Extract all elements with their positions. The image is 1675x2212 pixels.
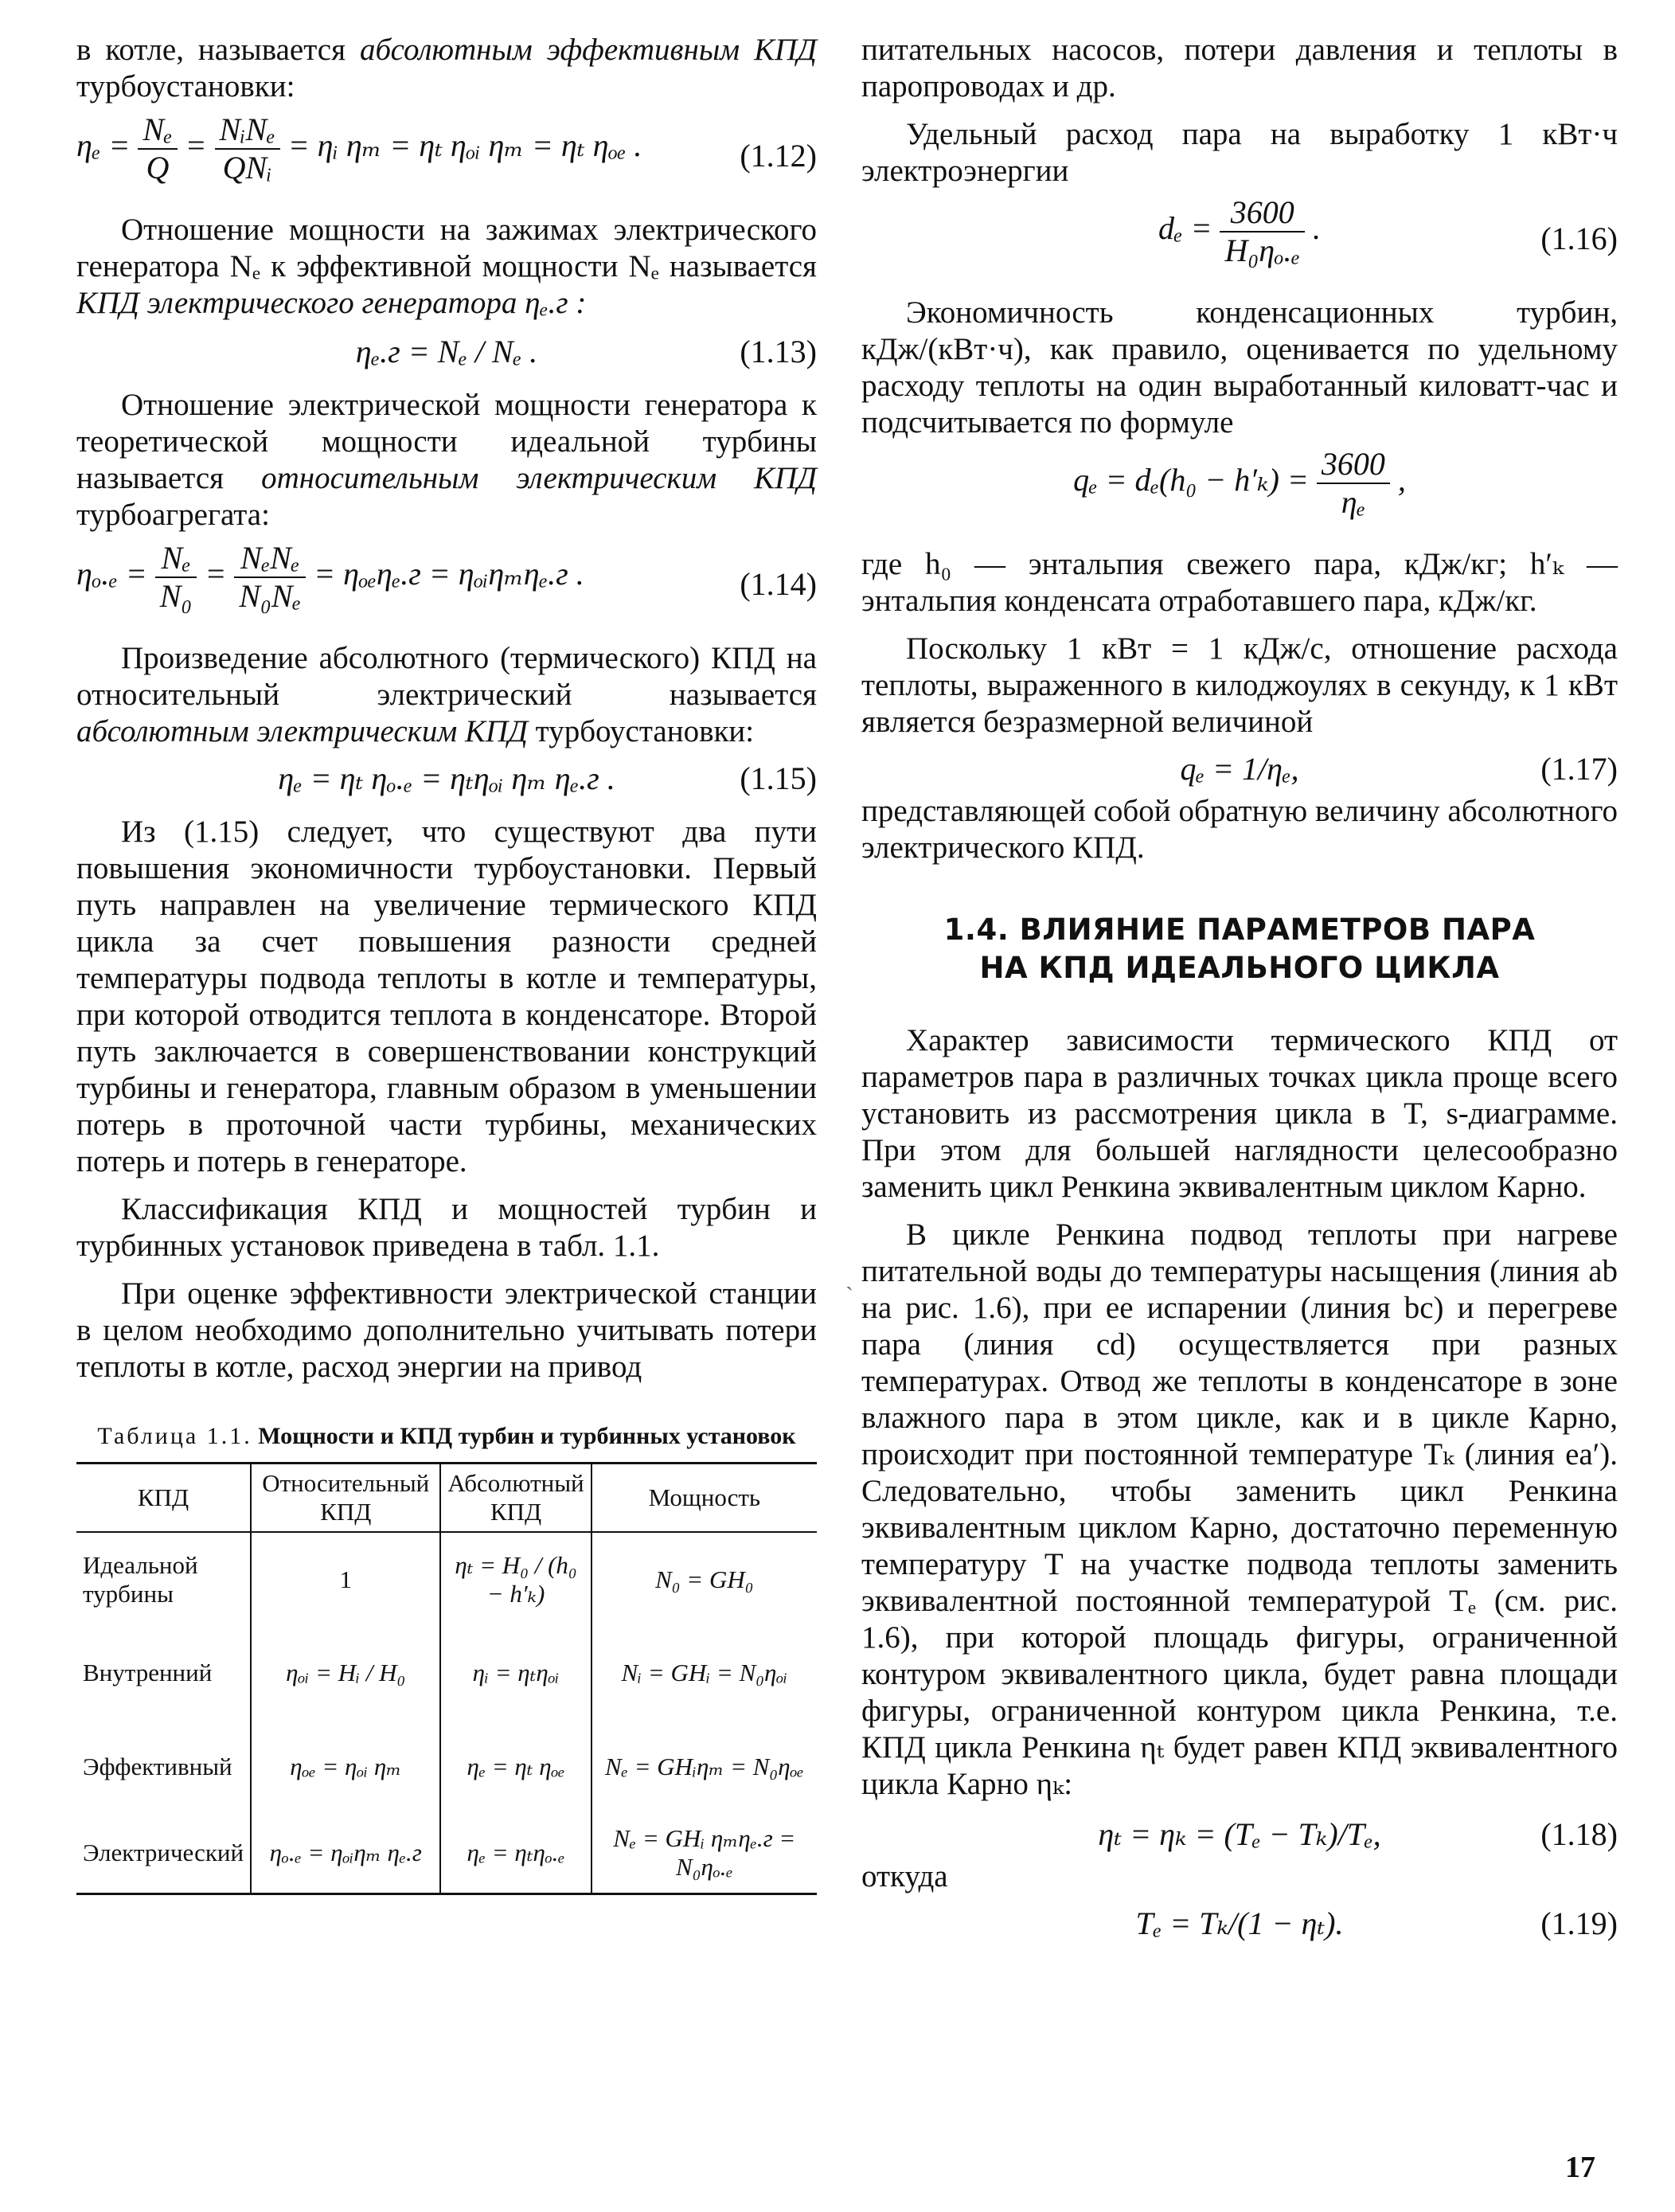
- paragraph-whence: откуда: [861, 1859, 948, 1893]
- equation-q: qₑ = dₑ(h₀ − h′ₖ) = $\frac{3600}{\text{ηₑ}}$ ,: [1073, 446, 1406, 520]
- equation-1-14: ηₒ.ₑ = $\frac{\text{Nₑ}}{\text{N₀}}$ = $\frac{\text{NₑNₑ}}{\text{N₀Nₑ}}$ = ηₒₑηₑ.г = ηₒᵢηₘηₑ.г . (1.14): [76, 540, 817, 614]
- row-name: Электрический: [76, 1814, 251, 1893]
- equation-number: (1.16): [1540, 221, 1618, 256]
- paragraph-abs-electric: Произведение абсолютного (термического) КПД на относительный электрический называется абсолютным электрическим КПД турбоустановки:: [76, 641, 817, 748]
- equation-number: (1.19): [1540, 1905, 1618, 1941]
- equation-number: (1.13): [740, 334, 817, 369]
- equation-1-13: ηₑ.г = Nₑ / Nₑ . (1.13): [76, 328, 817, 376]
- cell-power: Nᵢ = GHᵢ = N₀ηₒᵢ: [621, 1659, 788, 1686]
- section-heading-line: НА КПД ИДЕАЛЬНОГО ЦИКЛА: [979, 951, 1500, 985]
- paragraph-rel-electric: Отношение электрической мощности генератора к теоретической мощности идеальной турбины называется относительным электрическим КПД турбоагрегата:: [76, 388, 817, 532]
- row-name: Идеальной турбины: [76, 1532, 251, 1626]
- paragraph-character: Характер зависимости термического КПД от параметров пара в различных точках цикла проще всего установить из рассмотрения цикла в T, s-диаграмме. При этом для большей наглядности целесообразно заменить цикл Ренкина эквивалентным циклом Карно.: [861, 1023, 1618, 1204]
- equation-number: (1.18): [1540, 1816, 1618, 1852]
- equation-number: (1.17): [1540, 751, 1618, 787]
- cell-power: N₀ = GH₀: [655, 1565, 754, 1593]
- col-header: Абсолютный КПД: [440, 1464, 591, 1533]
- paragraph-two-ways: Из (1.15) следует, что существуют два пути повышения экономичности турбоустановки. Первый путь направлен на увеличение термического КПД цикла за счет повышения разности средней температуры подвода теплоты в котле и температуры, при которой отводится теплота в конденсаторе. Второй путь заключается в совершенствовании конструкций турбины и генератора, главным образом в уменьшении потерь в проточной части турбины, механических потерь и потерь в генераторе.: [76, 815, 817, 1178]
- table-caption: Таблица 1.1. Мощности и КПД турбин и турбинных установок: [97, 1423, 796, 1449]
- paragraph-station: При оценке эффективности электрической станции в целом необходимо дополнительно учитывать потери теплоты в котле, расход энергии на привод: [76, 1276, 817, 1384]
- cell-relative: ηₒᵢ = Hᵢ / H₀: [251, 1626, 440, 1720]
- section-heading: [861, 911, 1618, 987]
- equation-number: (1.12): [740, 138, 817, 174]
- paragraph-steam-rate: Удельный расход пара на выработку 1 кВт·ч электроэнергии: [861, 117, 1618, 188]
- col-header: Относительный КПД: [251, 1464, 440, 1533]
- table-header-row: [76, 1464, 817, 1533]
- paragraph-generator: Отношение мощности на зажимах электрического генератора Nₑ к эффективной мощности Nₑ называется КПД электрического генератора ηₑ.г :: [76, 213, 817, 320]
- paragraph-where: где h₀ — энтальпия свежего пара, кДж/кг; h′ₖ — энтальпия конденсата отработавшего пара, кДж/кг.: [861, 547, 1618, 618]
- table-row: [76, 1626, 817, 1720]
- cell-power: Nₑ = GHᵢηₘ = N₀ηₒₑ: [605, 1753, 804, 1780]
- margin-mark: ˎ: [845, 1264, 853, 1291]
- table-row: [76, 1720, 817, 1814]
- cell-absolute: ηₑ = ηₜ ηₒₑ: [440, 1720, 591, 1814]
- section-heading-line: 1.4. ВЛИЯНИЕ ПАРАМЕТРОВ ПАРА: [943, 913, 1536, 947]
- paragraph-rankine: В цикле Ренкина подвод теплоты при нагреве питательной воды до температуры насыщения (линия ab на рис. 1.6), при ее испарении (линия bc) и перегреве пара (линия cd) осуществляется при разных температурах. Отвод же теплоты в конденсаторе в зоне влажного пара в этом цикле, как и в цикле Карно, происходит при постоянной температуре Tₖ (линия ea′). Следовательно, чтобы заменить цикл Ренкина эквивалентным циклом Карно, достаточно переменную температуру T на участке подвода теплоты заменить эквивалентной постоянной температурой Tₑ (см. рис. 1.6), при которой площадь фигуры, ограниченной контуром эквивалентного цикла, будет равна площади фигуры, ограниченной контуром цикла Ренкина, т.е. КПД цикла Ренкина ηₜ будет равен КПД эквивалентного цикла Карно ηₖ:: [861, 1217, 1618, 1801]
- col-header: КПД: [76, 1464, 251, 1533]
- cell-relative: ηₒₑ = ηₒᵢ ηₘ: [251, 1720, 440, 1814]
- cell-relative: ηₒ.ₑ = ηₒᵢηₘ ηₑ.г: [251, 1814, 440, 1893]
- equation-1-16: dₑ = $\frac{3600}{\text{H₀ηₒ.ₑ}}$ . (1.16): [1158, 194, 1618, 268]
- col-header: Мощность: [592, 1464, 817, 1533]
- table-row: [76, 1814, 817, 1893]
- paragraph-abs-eff: в котле, называется абсолютным эффективным КПД турбоустановки:: [76, 33, 817, 104]
- equation-1-19: Tₑ = Tₖ/(1 − ηₜ). (1.19): [861, 1900, 1618, 1948]
- cell-absolute: ηᵢ = ηₜηₒᵢ: [440, 1626, 591, 1720]
- equation-number: (1.14): [740, 566, 817, 602]
- row-name: Эффективный: [76, 1720, 251, 1814]
- left-column: [76, 32, 817, 1895]
- paragraph-continuation: питательных насосов, потери давления и теплоты в паропроводах и др.: [861, 33, 1618, 104]
- equation-1-18: ηₜ = ηₖ = (Tₑ − Tₖ)/Tₑ, (1.18): [861, 1811, 1618, 1858]
- cell-relative: 1: [251, 1532, 440, 1626]
- cell-absolute: ηₑ = ηₜηₒ.ₑ: [440, 1814, 591, 1893]
- cell-absolute: ηₜ = H₀ / (h₀ − h′ₖ): [440, 1532, 591, 1626]
- paragraph-economy: Экономичность конденсационных турбин, кДж/(кВт·ч), как правило, оценивается по удельному расходу теплоты на один выработанный киловатт-час и подсчитывается по формуле: [861, 295, 1618, 440]
- cell-power: Nₑ = GHᵢ ηₘηₑ.г = N₀ηₒ.ₑ: [592, 1814, 817, 1893]
- equation-1-12: ηₑ = $\frac{\text{Nₑ}}{Q}$ = $\frac{\text{NᵢNₑ}}{\text{QNᵢ}}$ = ηᵢ ηₘ = ηₜ ηₒᵢ ηₘ = ηₜ ηₒₑ . (1.12): [76, 111, 817, 186]
- right-column: [861, 32, 1618, 1948]
- page-number: 17: [1565, 2151, 1595, 2184]
- paragraph-ratio: Поскольку 1 кВт = 1 кДж/с, отношение расхода теплоты, выраженного в килоджоулях в секунду, к 1 кВт является безразмерной величиной: [861, 631, 1618, 739]
- paragraph-classification: Классификация КПД и мощностей турбин и турбинных установок приведена в табл. 1.1.: [76, 1192, 817, 1263]
- equation-1-15: ηₑ = ηₜ ηₒ.ₑ = ηₜηₒᵢ ηₘ ηₑ.г . (1.15): [76, 755, 817, 803]
- paragraph-inverse: представляющей собой обратную величину абсолютного электрического КПД.: [861, 794, 1618, 865]
- row-name: Внутренний: [76, 1626, 251, 1720]
- table-row: [76, 1532, 817, 1626]
- kpd-table: [76, 1462, 817, 1895]
- equation-number: (1.15): [740, 760, 817, 796]
- equation-1-17: qₑ = 1/ηₑ, (1.17): [861, 745, 1618, 793]
